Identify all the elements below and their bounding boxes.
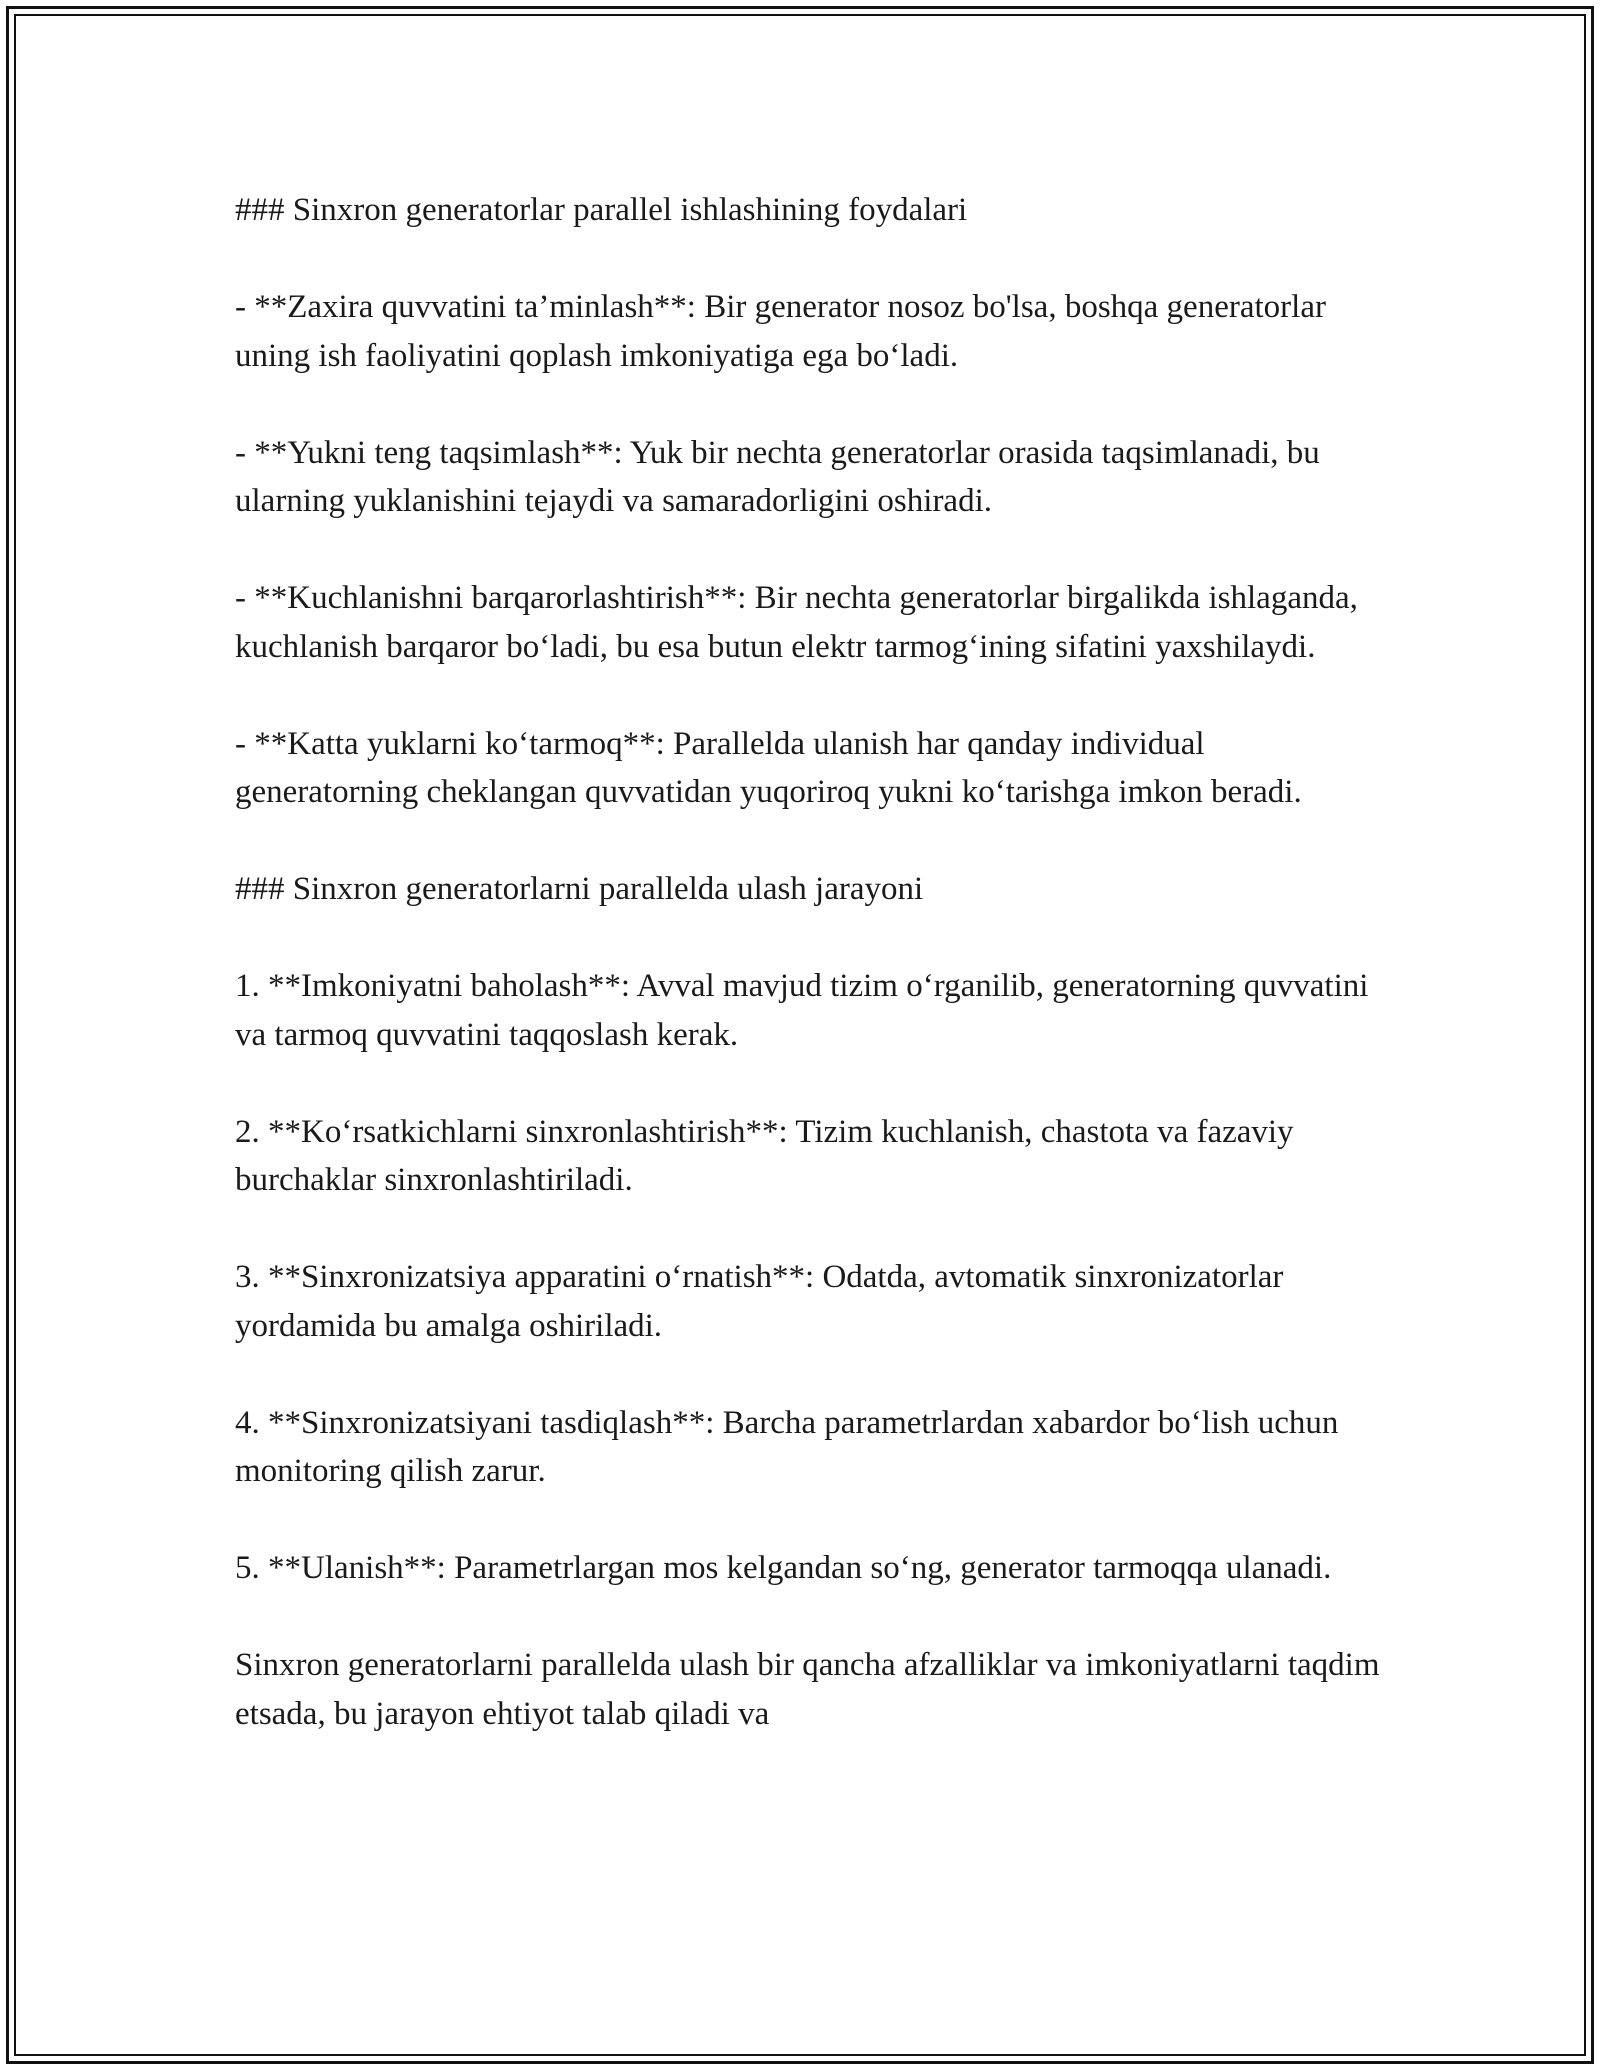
step-4: 4. **Sinxronizatsiyani tasdiqlash**: Barcha parametrlardan xabardor bo‘lish uchun monitoring qilish zarur. [235,1404,1339,1489]
step-5: 5. **Ulanish**: Parametrlargan mos kelgandan so‘ng, generator tarmoqqa ulanadi. [235,1550,1332,1586]
conclusion-paragraph: Sinxron generatorlarni parallelda ulash bir qancha afzalliklar va imkoniyatlarni taqdim etsada, bu jarayon ehtiyot talab qiladi va [235,1647,1380,1732]
document-body [235,186,1385,1738]
bullet-reserve-power: - **Zaxira quvvatini ta’minlash**: Bir generator nosoz bo'lsa, boshqa generatorlar uning ish faoliyatini qoplash imkoniyatiga ega bo‘ladi. [235,289,1326,374]
bullet-large-loads: - **Katta yuklarni ko‘tarmoq**: Parallelda ulanish har qanday individual generatorning cheklangan quvvatidan yuqoriroq yukni ko‘tarishga imkon beradi. [235,725,1302,810]
heading-process: ### Sinxron generatorlarni parallelda ulash jarayoni [235,871,924,907]
step-1: 1. **Imkoniyatni baholash**: Avval mavjud tizim o‘rganilib, generatorning quvvatini va tarmoq quvvatini taqqoslash kerak. [235,968,1369,1053]
bullet-load-sharing: - **Yukni teng taqsimlash**: Yuk bir nechta generatorlar orasida taqsimlanadi, bu ularning yuklanishini tejaydi va samaradorligini oshiradi. [235,434,1320,519]
bullet-voltage-stability: - **Kuchlanishni barqarorlashtirish**: Bir nechta generatorlar birgalikda ishlaganda, kuchlanish barqaror bo‘ladi, bu esa butun elektr tarmog‘ining sifatini yaxshilaydi. [235,580,1358,665]
step-3: 3. **Sinxronizatsiya apparatini o‘rnatish**: Odatda, avtomatik sinxronizatorlar yordamida bu amalga oshiriladi. [235,1259,1284,1344]
heading-benefits: ### Sinxron generatorlar parallel ishlashining foydalari [235,192,968,228]
step-2: 2. **Ko‘rsatkichlarni sinxronlashtirish**: Tizim kuchlanish, chastota va fazaviy burchaklar sinxronlashtiriladi. [235,1113,1294,1198]
